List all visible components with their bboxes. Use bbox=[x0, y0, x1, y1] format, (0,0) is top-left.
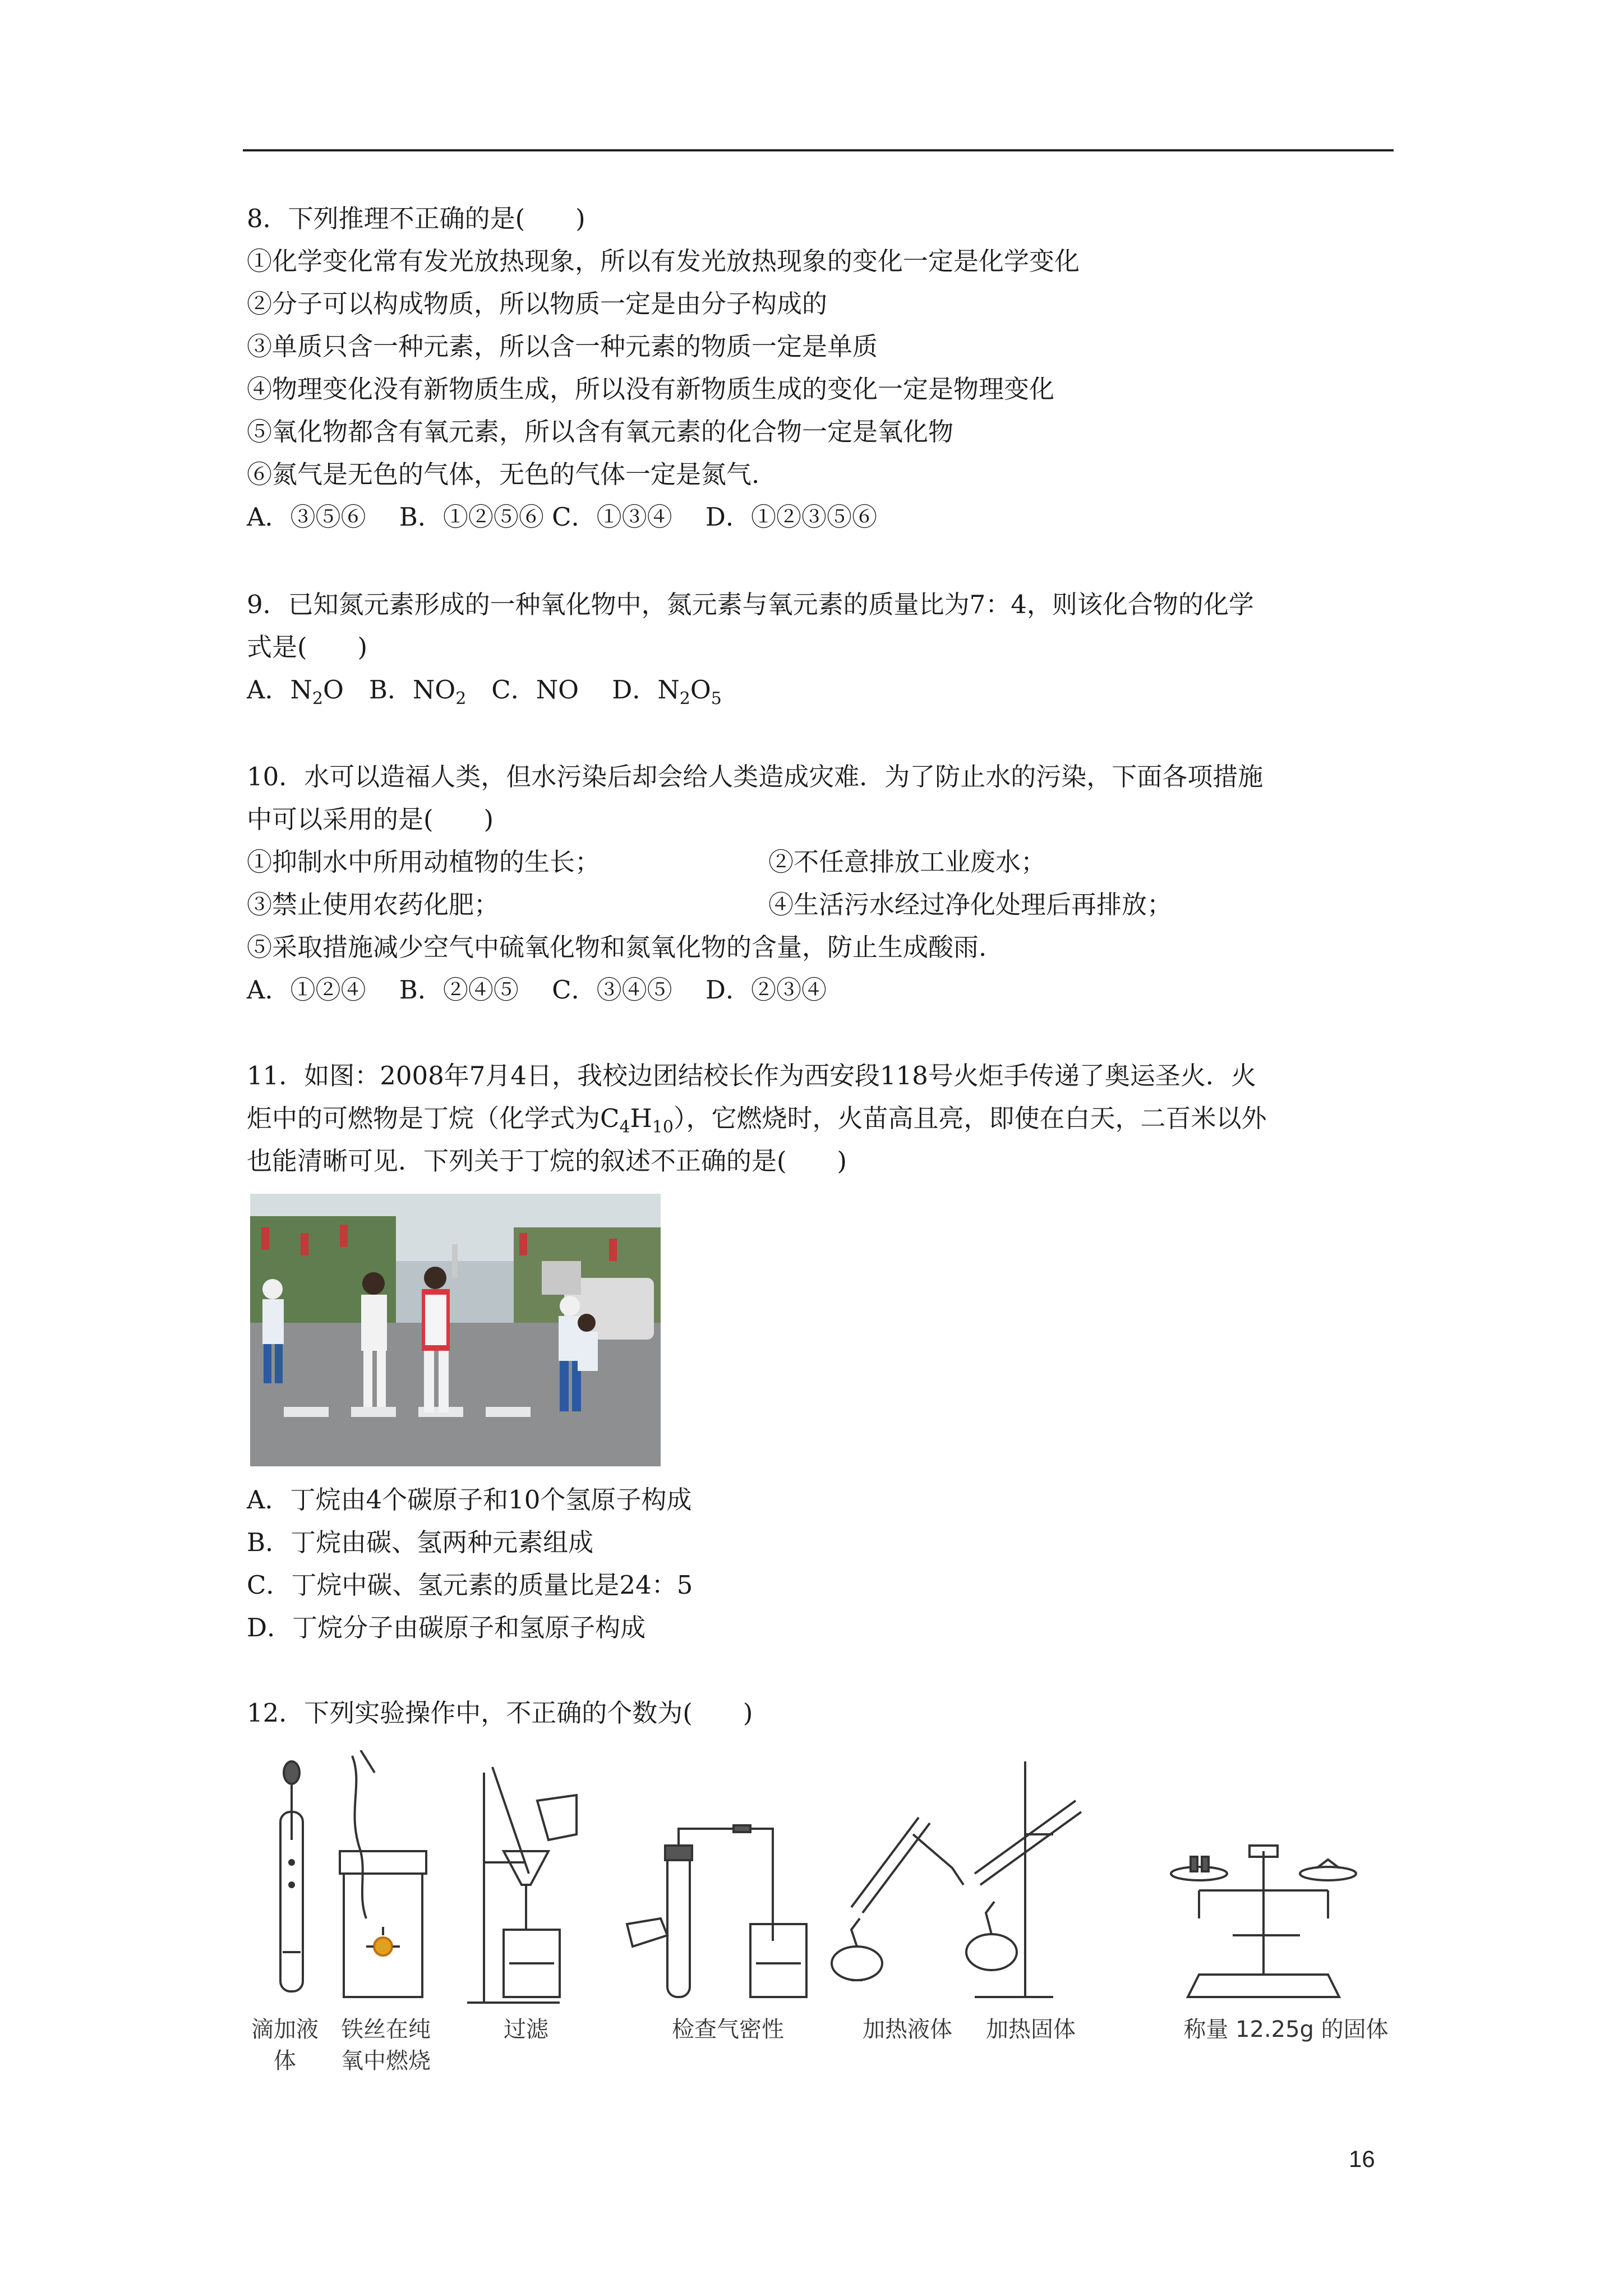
q12-stem: 12．下列实验操作中，不正确的个数为( ) bbox=[247, 1698, 753, 1728]
q10-items-row-1 bbox=[247, 841, 1402, 884]
header-rule bbox=[243, 149, 1394, 151]
q8-item-6: ⑥氮气是无色的气体，无色的气体一定是氮气. bbox=[247, 459, 760, 489]
caption-dropper: 滴加液体 bbox=[251, 2017, 319, 2074]
q8-item-1: ①化学变化常有发光放热现象，所以有发光放热现象的变化一定是化学变化 bbox=[247, 246, 1080, 276]
iron-wire-bottle-illustration bbox=[340, 1750, 426, 1997]
caption-iron-wire: 铁丝在纯 氧中燃烧 bbox=[341, 2017, 431, 2074]
q11-option-c: C．丁烷中碳、氢元素的质量比是24：5 bbox=[247, 1570, 693, 1600]
question-11-options bbox=[247, 1479, 1402, 1649]
page-number: 16 bbox=[1349, 2146, 1375, 2172]
q8-item-3: ③单质只含一种元素，所以含一种元素的物质一定是单质 bbox=[247, 332, 878, 361]
balance-illustration bbox=[1171, 1846, 1356, 1997]
q9-options: A．$N_2O$ B．$NO_2$ C．NO D．$N_2O_5$ bbox=[247, 675, 722, 708]
q11-option-b: B．丁烷由碳、氢两种元素组成 bbox=[247, 1527, 594, 1557]
q10-item-5: ⑤采取措施减少空气中硫氧化物和氮氧化物的含量，防止生成酸雨. bbox=[247, 932, 987, 962]
lab-operations-figure bbox=[246, 1750, 1399, 2087]
q11-option-a: A．丁烷由4个碳原子和10个氢原子构成 bbox=[247, 1485, 692, 1515]
q11-stem-line-2: 炬中的可燃物是丁烷（化学式为$C_4H_{10}$），它燃烧时，火苗高且亮，即使在白天，二百米以外 bbox=[247, 1103, 1267, 1137]
q8-options: A．③⑤⑥ B．①②⑤⑥ C．①③④ D．①②③⑤⑥ bbox=[247, 502, 877, 532]
caption-heat-liquid: 加热液体 bbox=[863, 2017, 952, 2042]
q10-options: A．①②④ B．②④⑤ C．③④⑤ D．②③④ bbox=[247, 975, 827, 1005]
question-12 bbox=[247, 1692, 1402, 1734]
q8-item-5: ⑤氧化物都含有氧元素，所以含有氧元素的化合物一定是氧化物 bbox=[247, 417, 954, 447]
q8-item-4: ④物理变化没有新物质生成，所以没有新物质生成的变化一定是物理变化 bbox=[247, 374, 1055, 404]
q11-option-d: D．丁烷分子由碳原子和氢原子构成 bbox=[247, 1613, 646, 1642]
q9-stem-line-2: 式是( ) bbox=[247, 632, 368, 662]
q10-item-2: ②不任意排放工业废水； bbox=[768, 847, 1046, 877]
question-10 bbox=[247, 756, 1402, 1011]
q8-item-2: ②分子可以构成物质，所以物质一定是由分子构成的 bbox=[247, 289, 828, 319]
caption-filter: 过滤 bbox=[504, 2017, 548, 2042]
q11-stem-line-3: 也能清晰可见．下列关于丁烷的叙述不正确的是( ) bbox=[247, 1146, 847, 1176]
q11-stem-line-1: 11．如图：2008年7月4日，我校边团结校长作为西安段118号火炬手传递了奥运圣火．火 bbox=[247, 1061, 1256, 1091]
q10-stem-line-1: 10．水可以造福人类，但水污染后却会给人类造成灾难．为了防止水的污染，下面各项措施 bbox=[247, 762, 1264, 792]
filtration-illustration bbox=[467, 1767, 577, 2003]
q8-stem: 8．下列推理不正确的是( ) bbox=[247, 204, 585, 233]
q10-item-4: ④生活污水经过净化处理后再排放； bbox=[768, 890, 1173, 919]
q10-items-row-2 bbox=[247, 884, 1402, 926]
question-9 bbox=[247, 583, 1402, 711]
heating-solid-illustration bbox=[966, 1761, 1081, 1997]
caption-heat-solid: 加热固体 bbox=[986, 2017, 1076, 2042]
q10-item-1: ①抑制水中所用动植物的生长； bbox=[247, 847, 601, 877]
caption-weigh: 称量 12.25g 的固体 bbox=[1183, 2017, 1389, 2042]
q10-item-3: ③禁止使用农药化肥； bbox=[247, 890, 500, 919]
q10-stem-line-2: 中可以采用的是( ) bbox=[247, 804, 494, 834]
question-11 bbox=[247, 1055, 1402, 1182]
dropper-illustration bbox=[280, 1761, 303, 1991]
heating-liquid-illustration bbox=[832, 1818, 963, 1980]
question-8 bbox=[247, 197, 1402, 539]
caption-airtight: 检查气密性 bbox=[672, 2017, 784, 2042]
torch-relay-photo bbox=[250, 1194, 661, 1466]
q9-stem-line-1: 9．已知氮元素形成的一种氧化物中，氮元素与氧元素的质量比为7：4，则该化合物的化学 bbox=[247, 590, 1254, 619]
airtightness-illustration bbox=[627, 1825, 806, 1997]
